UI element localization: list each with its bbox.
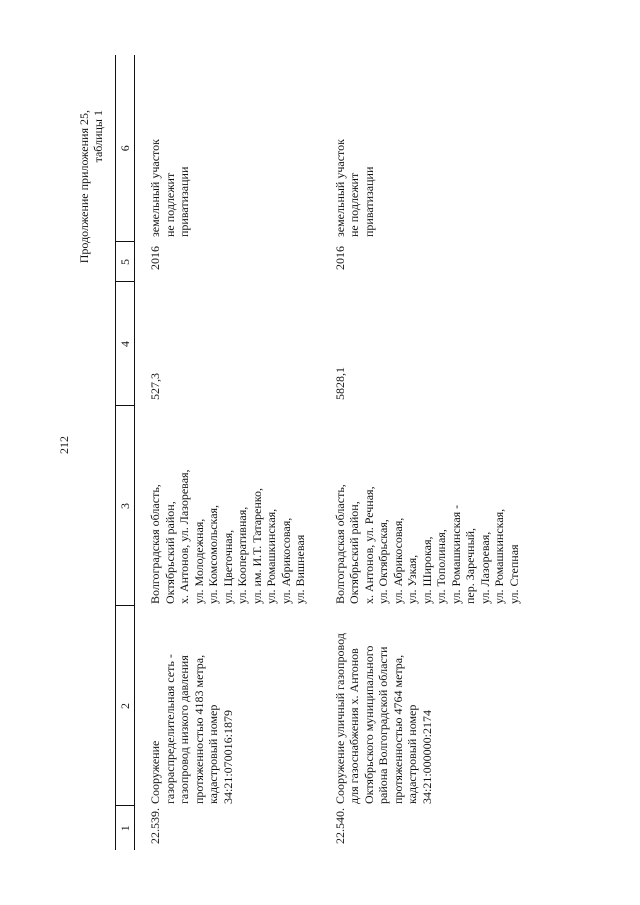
object-year: 2016	[332, 246, 347, 270]
column-header: 5	[116, 242, 135, 282]
note-line: не подлежит	[162, 172, 177, 237]
object-name-line: кадастровый номер	[206, 704, 220, 804]
address-line: ул. Абрикосовая,	[278, 517, 293, 604]
address-line: ул. Ромашкинская,	[492, 508, 506, 604]
table-row	[320, 55, 534, 850]
object-name-line: протяженностью 4764 метра,	[390, 654, 405, 804]
page-number: 212	[57, 436, 71, 454]
object-name-line: кадастровый номер	[405, 704, 419, 804]
note-line: приватизации	[177, 166, 191, 237]
address-line: ул. Степная	[506, 544, 521, 604]
row-number: 22.539.	[148, 808, 162, 844]
address-line: ул. им. И.Т. Татаренко,	[249, 487, 264, 604]
object-name-line: газопровод низкого давления	[177, 655, 191, 804]
address-line: Волгоградская область,	[332, 484, 347, 604]
table-caption	[77, 110, 105, 263]
header-row	[116, 55, 135, 850]
caption-line-1: Продолжение приложения 25,	[77, 110, 91, 264]
table-row	[135, 55, 320, 850]
address-line: ул. Цветочная,	[220, 529, 235, 604]
object-name-line: 34:21:070016:1879	[220, 709, 235, 804]
address-line: ул. Кооперативная,	[235, 506, 249, 604]
address-line: ул. Ромашкинская,	[264, 508, 278, 604]
object-area: 5828,1	[332, 367, 347, 400]
address-line: ул. Ромашкинская -	[448, 504, 463, 604]
object-area: 527,3	[148, 373, 162, 400]
object-year: 2016	[148, 246, 162, 270]
address-line: ул. Тополиная,	[434, 529, 448, 604]
address-line: ул. Узкая,	[405, 554, 419, 604]
object-address	[320, 406, 534, 606]
address-line: ул. Вишневая	[293, 534, 307, 604]
note-line: приватизации	[361, 166, 376, 237]
column-header: 3	[116, 406, 135, 606]
column-header: 4	[116, 282, 135, 406]
object-name-line: газораспределительная сеть -	[162, 654, 177, 804]
address-line: ул. Лазоревая,	[477, 531, 492, 604]
column-header: 6	[116, 55, 135, 242]
address-line: пер. Заречный,	[463, 527, 477, 604]
address-line: ул. Абрикосовая,	[390, 517, 405, 604]
object-name-line: для газоснабжения х. Антонов	[347, 648, 361, 804]
object-address	[135, 406, 320, 606]
object-name	[135, 606, 320, 806]
note-line: не подлежит	[347, 172, 361, 237]
address-line: ул. Октябрьская,	[376, 519, 390, 604]
address-line: Волгоградская область,	[148, 484, 162, 604]
address-line: Октябрьский район,	[162, 501, 177, 604]
note-line: земельный участок	[332, 139, 347, 237]
object-name-line: Октябрьского муниципального	[361, 645, 376, 804]
row-number: 22.540.	[332, 808, 347, 844]
address-line: ул. Широкая,	[419, 536, 434, 604]
column-header: 2	[116, 606, 135, 806]
note-line: земельный участок	[148, 139, 162, 237]
address-line: ул. Молодежная,	[191, 518, 206, 604]
address-line: ул. Комсомольская,	[206, 504, 220, 604]
address-line: х. Антонов, ул. Речная,	[361, 486, 376, 604]
object-name-line: Сооружение уличный газопровод	[332, 633, 347, 804]
object-name	[320, 606, 534, 806]
caption-line-2: таблицы 1	[91, 110, 105, 163]
column-header: 1	[116, 806, 135, 850]
address-line: Октябрьский район,	[347, 501, 361, 604]
property-table	[115, 55, 533, 850]
object-name-line: протяженностью 4183 метра,	[191, 654, 206, 804]
object-name-line: Сооружение	[148, 740, 162, 804]
object-note	[135, 55, 320, 242]
object-name-line: 34:21:000000:2174	[419, 709, 434, 804]
object-note	[320, 55, 534, 242]
object-name-line: района Волгоградской области	[376, 646, 390, 804]
address-line: х. Антонов, ул. Лазоревая,	[177, 469, 191, 604]
